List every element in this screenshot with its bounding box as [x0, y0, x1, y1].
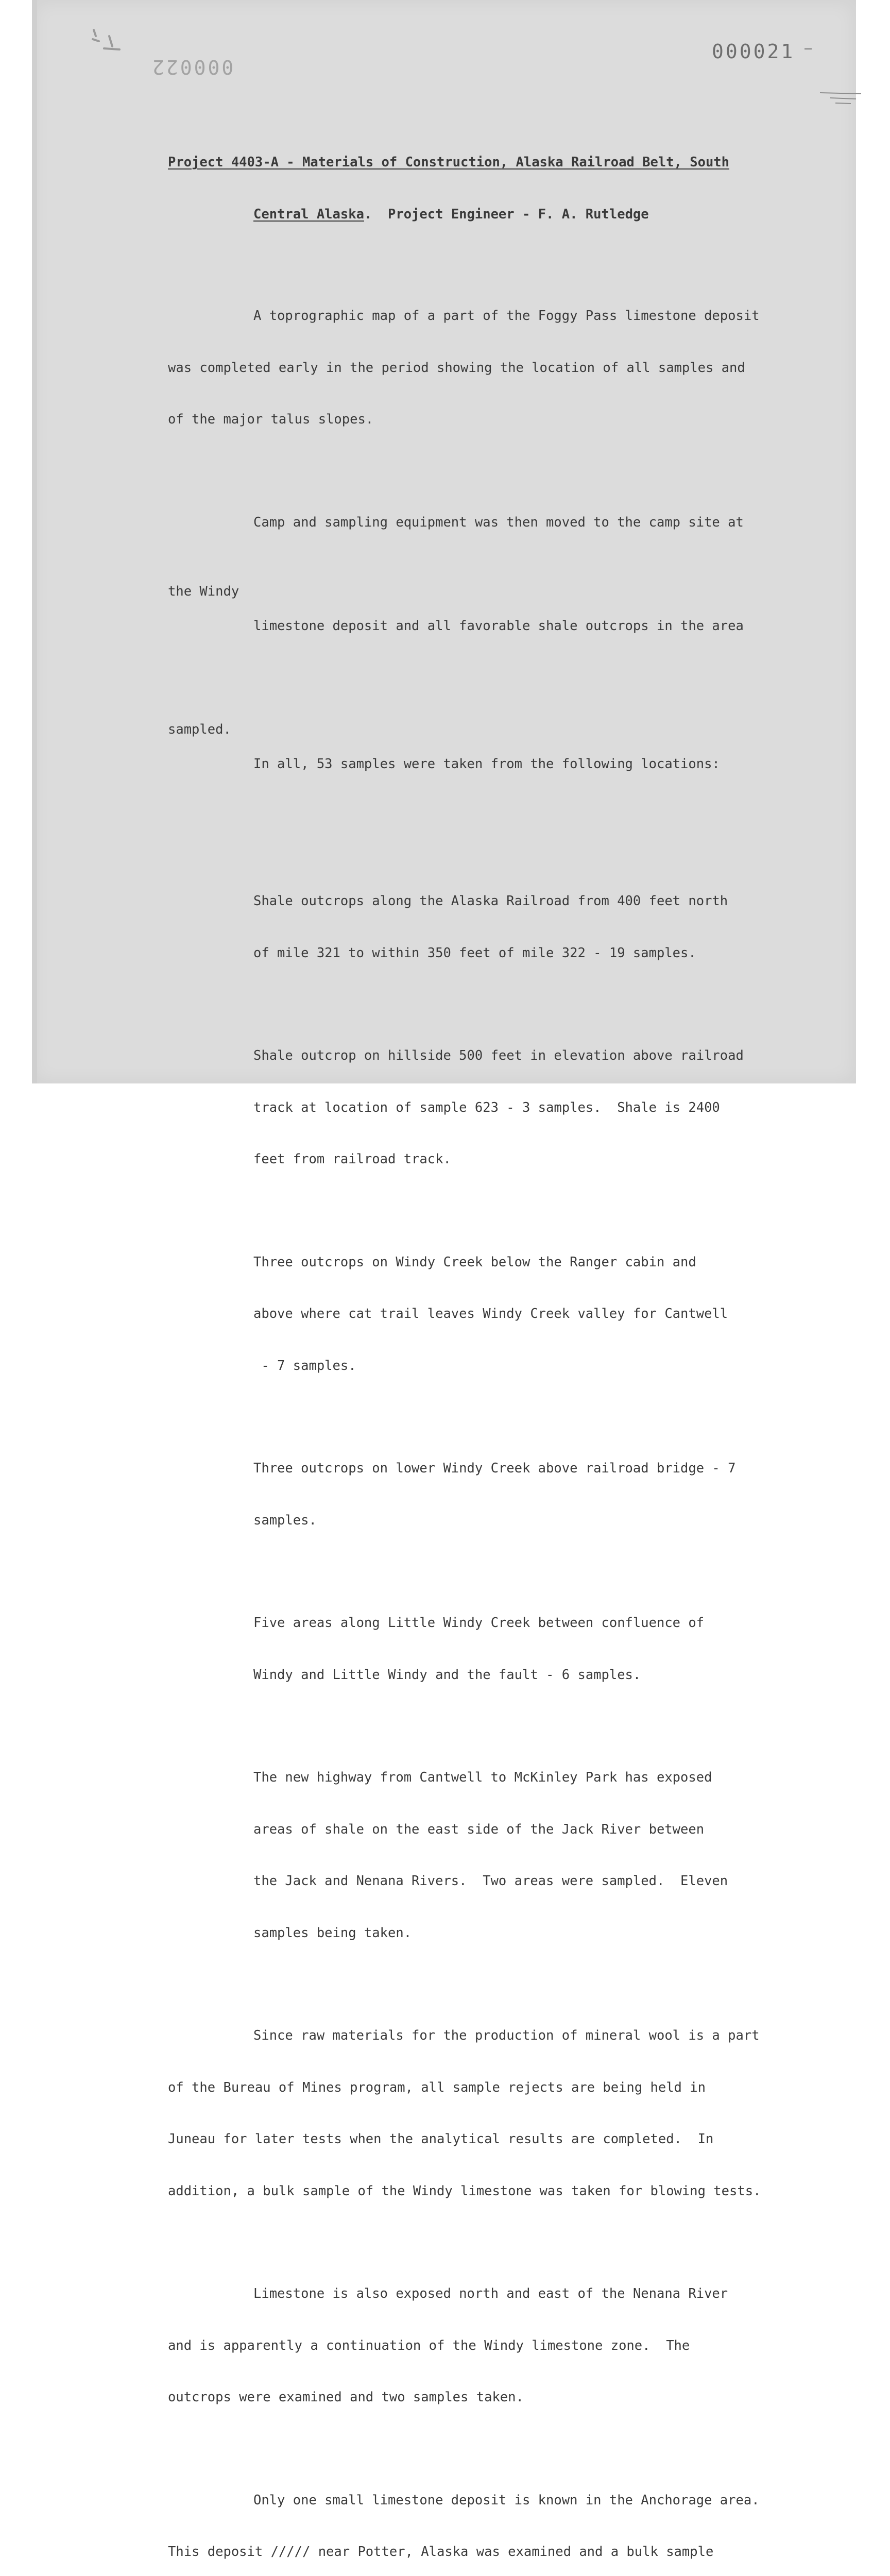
project-heading	[168, 120, 822, 258]
location-line: above where cat trail leaves Windy Creek valley for Cantwell	[253, 1306, 822, 1323]
location-item	[253, 1426, 822, 1564]
stamp-tick-mark	[805, 48, 812, 49]
page-edge-shadow	[32, 0, 37, 1083]
paragraph-line: In all, 53 samples were taken from the following locations:	[253, 756, 822, 773]
paragraph-line: outcrops were examined and two samples taken.	[168, 2389, 822, 2406]
location-item	[253, 1735, 822, 1976]
paragraph-camp-sampling	[168, 480, 822, 842]
heading-engineer: . Project Engineer - F. A. Rutledge	[364, 207, 649, 222]
mirrored-page-stamp: 000022	[150, 56, 233, 78]
location-line: Shale outcrops along the Alaska Railroad from 400 feet north	[253, 893, 822, 910]
location-item	[253, 1013, 822, 1203]
location-line: the Jack and Nenana Rivers. Two areas were sampled. Eleven	[253, 1873, 822, 1890]
paragraph-line: Juneau for later tests when the analytical results are completed. In	[168, 2131, 822, 2148]
paragraph-nenana-limestone	[168, 2251, 822, 2441]
paragraph-line: limestone deposit and all favorable shale outcrops in the area	[253, 618, 822, 635]
paragraph-line: Since raw materials for the production of mineral wool is a part	[168, 2027, 822, 2045]
paragraph-topographic-map	[168, 273, 822, 463]
location-item	[253, 1219, 822, 1410]
location-line: Shale outcrop on hillside 500 feet in elevation above railroad	[253, 1047, 822, 1065]
paragraph-line: Limestone is also exposed north and east of the Nenana River	[168, 2285, 822, 2303]
paragraph-line: of the Bureau of Mines program, all sample rejects are being held in	[168, 2079, 822, 2097]
paragraph-mineral-wool	[168, 1993, 822, 2234]
margin-text: the Windy	[168, 583, 239, 601]
corner-smudge-mark	[78, 26, 140, 57]
paragraph-line: Only one small limestone deposit is known in the Anchorage area.	[168, 2492, 822, 2510]
location-item	[253, 1580, 822, 1718]
location-line: - 7 samples.	[253, 1358, 822, 1375]
heading-line-1: Project 4403-A - Materials of Construction, Alaska Railroad Belt, South	[168, 155, 729, 170]
location-line: track at location of sample 623 - 3 samples. Shale is 2400	[253, 1099, 822, 1117]
paragraph-line: addition, a bulk sample of the Windy limestone was taken for blowing tests.	[168, 2183, 822, 2200]
location-item	[253, 858, 822, 996]
location-line: Three outcrops on Windy Creek below the Ranger cabin and	[253, 1254, 822, 1272]
page-number-stamp: 000021	[712, 40, 795, 63]
location-line: Five areas along Little Windy Creek between confluence of	[253, 1615, 822, 1632]
location-line: Three outcrops on lower Windy Creek above railroad bridge - 7	[253, 1460, 822, 1478]
location-line: samples.	[253, 1512, 822, 1530]
paragraph-line: was completed early in the period showing the location of all samples and	[168, 360, 822, 377]
document-body	[168, 120, 822, 2576]
margin-scribble-mark	[810, 88, 866, 108]
location-line: samples being taken.	[253, 1925, 822, 1942]
paragraph-anchorage-deposit	[168, 2458, 822, 2576]
location-line: feet from railroad track.	[253, 1151, 822, 1168]
location-line: The new highway from Cantwell to McKinley Park has exposed	[253, 1769, 822, 1787]
heading-location: Central Alaska	[253, 207, 364, 222]
location-line: of mile 321 to within 350 feet of mile 322 - 19 samples.	[253, 945, 822, 962]
paragraph-line: This deposit ///// near Potter, Alaska was examined and a bulk sample	[168, 2544, 822, 2561]
paragraph-line: and is apparently a continuation of the Windy limestone zone. The	[168, 2337, 822, 2355]
paragraph-line: A toprographic map of a part of the Foggy Pass limestone deposit	[168, 308, 822, 325]
location-line: Windy and Little Windy and the fault - 6 samples.	[253, 1667, 822, 1684]
paragraph-line: Camp and sampling equipment was then moved to the camp site at	[168, 514, 822, 532]
location-line: areas of shale on the east side of the Jack River between	[253, 1821, 822, 1839]
margin-text: sampled.	[168, 721, 231, 739]
paragraph-line: of the major talus slopes.	[168, 411, 822, 429]
